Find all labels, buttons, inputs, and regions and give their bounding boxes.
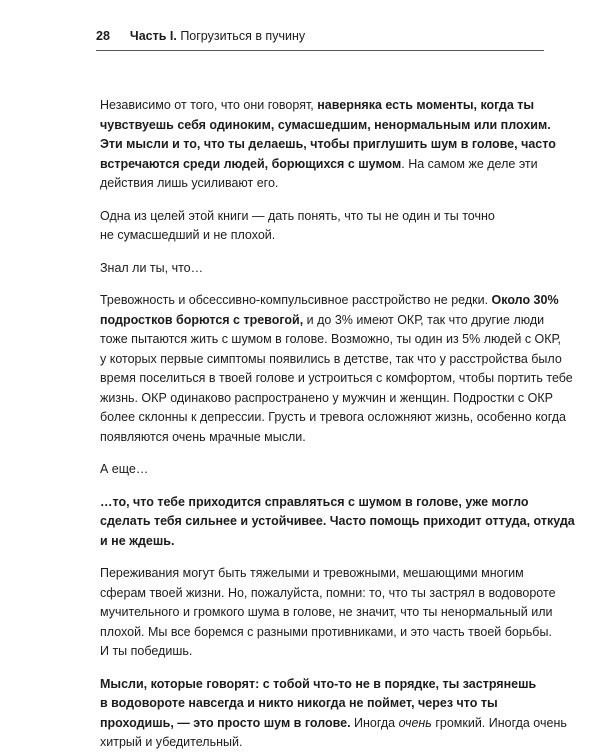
text-line	[100, 714, 567, 734]
italic-text: очень	[398, 715, 432, 730]
paragraph-gap	[100, 662, 550, 675]
text-line	[100, 584, 556, 604]
text-run: плохой. Мы все боремся с разными противниками, и это часть твоей борьбы.	[100, 624, 552, 639]
text-line	[100, 259, 550, 279]
text-line	[100, 408, 566, 428]
running-header	[96, 28, 544, 44]
header-rule	[96, 50, 544, 51]
paragraph	[100, 207, 550, 246]
text-run: у которых первые симптомы появились в детстве, так что у расстройства было	[100, 351, 562, 366]
bold-text: Эти мысли и то, что ты делаешь, чтобы приглушить шум в голове, часто	[100, 137, 556, 151]
text-line	[100, 512, 575, 532]
paragraph	[100, 96, 556, 194]
page-number: 28	[96, 29, 110, 43]
text-line	[100, 564, 550, 584]
text-run: появляются очень мрачные мысли.	[100, 429, 306, 444]
text-line	[100, 675, 550, 695]
bold-text: сделать тебя сильнее и устойчивее. Часто помощь приходит оттуда, откуда	[100, 514, 575, 528]
text-line	[100, 226, 550, 246]
text-line	[100, 532, 550, 552]
text-run: Знал ли ты, что…	[100, 260, 204, 275]
bold-text: наверняка есть моменты, когда ты	[317, 98, 535, 112]
text-line	[100, 389, 553, 409]
text-run: тоже пытаются жить с шумом в голове. Возможно, ты один из 5% людей с ОКР,	[100, 332, 561, 346]
paragraph-gap	[100, 194, 550, 207]
chapter-title: Погрузиться в пучину	[180, 29, 306, 43]
bold-text: в водовороте навсегда и никто никогда не поймет, через что ты	[100, 696, 498, 710]
paragraph-gap	[100, 447, 550, 460]
bold-text: встречаются среди людей, борющихся с шумом	[100, 156, 402, 171]
text-line	[100, 603, 553, 623]
text-line	[100, 460, 550, 480]
text-line	[100, 642, 550, 662]
paragraph	[100, 291, 573, 447]
text-line	[100, 96, 550, 116]
paragraph-gap	[100, 246, 550, 259]
paragraph	[100, 460, 550, 480]
text-line	[100, 369, 573, 389]
paragraph-gap	[100, 551, 550, 564]
text-line	[100, 428, 550, 448]
text-run: время поселиться в твоей голове и устроиться с комфортом, чтобы портить тебе	[100, 371, 573, 385]
text-run: И ты победишь.	[100, 644, 193, 658]
paragraph-gap	[100, 278, 550, 291]
text-run: действия лишь усиливают его.	[100, 176, 279, 190]
paragraph	[100, 493, 575, 552]
bold-text: подростков борются с тревогой,	[100, 312, 304, 327]
paragraph	[100, 675, 567, 753]
text-run: не сумасшедший и не плохой.	[100, 228, 276, 242]
text-run: Независимо от того, что они говорят,	[100, 98, 318, 112]
text-run: Иногда	[350, 715, 399, 730]
text-line	[100, 493, 550, 513]
text-line	[100, 291, 559, 311]
text-run: сферам твоей жизни. Но, пожалуйста, помни: то, что ты застрял в водовороте	[100, 585, 556, 600]
text-line	[100, 694, 550, 714]
paragraph-gap	[100, 480, 550, 493]
bold-text: чувствуешь себя одиноким, сумасшедшим, ненормальным или плохим.	[100, 117, 551, 132]
text-run: более склонны к депрессии. Грусть и тревога осложняют жизнь, особенно когда	[100, 410, 566, 424]
text-run: хитрый и убедительный.	[100, 735, 243, 749]
text-line	[100, 311, 550, 331]
bold-text: и не ждешь.	[100, 533, 175, 548]
part-label: Часть I.	[129, 29, 177, 43]
text-run: Тревожность и обсессивно-компульсивное расстройство не редки.	[100, 293, 492, 307]
page-body	[100, 96, 575, 753]
paragraph	[100, 259, 550, 279]
text-line	[100, 207, 550, 227]
text-run: мучительного и громкого шума в голове, не значит, что ты ненормальный или	[100, 605, 553, 619]
bold-text: проходишь, — это просто шум в голове.	[100, 715, 351, 730]
text-line	[100, 623, 550, 643]
bold-text: …то, что тебе приходится справляться с шумом в голове, уже могло	[100, 494, 529, 509]
text-line	[100, 135, 556, 155]
text-run: Переживания могут быть тяжелыми и тревожными, мешающими многим	[100, 566, 524, 580]
text-run: . На самом же деле эти	[401, 156, 538, 171]
text-line	[100, 155, 550, 175]
text-line	[100, 330, 561, 350]
text-run: жизнь. ОКР одинаково распространено у мужчин и женщин. Подростки с ОКР	[100, 390, 553, 405]
text-run: громкий. Иногда очень	[431, 715, 567, 730]
text-run: Одна из целей этой книги — дать понять, что ты не один и ты точно	[100, 208, 495, 223]
text-line	[100, 174, 550, 194]
text-line	[100, 116, 550, 136]
text-line	[100, 350, 562, 370]
bold-text: Около 30%	[491, 293, 559, 307]
paragraph	[100, 564, 556, 662]
text-run: А еще…	[100, 462, 149, 476]
bold-text: Мысли, которые говорят: с тобой что-то не в порядке, ты застрянешь	[100, 676, 537, 691]
text-run: и до 3% имеют ОКР, так что другие люди	[303, 312, 545, 327]
